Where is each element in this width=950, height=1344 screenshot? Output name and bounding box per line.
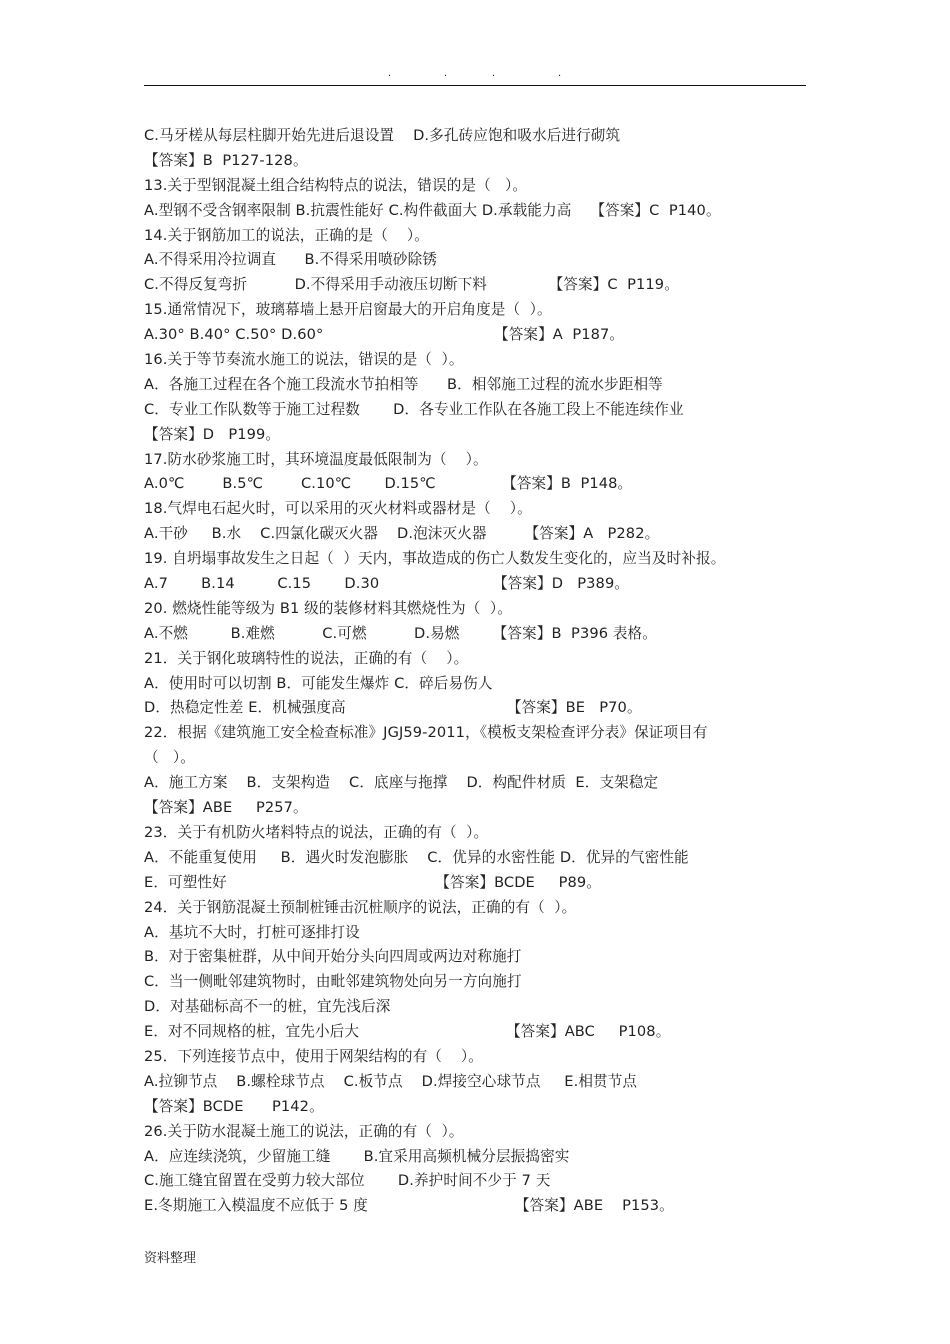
text-line: A．施工方案 B．支架构造 C．底座与拖撑 D．构配件材质 E．支架稳定: [144, 774, 659, 792]
text-line: 25．下列连接节点中，使用于网架结构的有（ ）。: [144, 1047, 483, 1065]
text-line: A.7 B.14 C.15 D.30 【答案】D P389。: [144, 575, 630, 593]
text-line: B．对于密集桩群，从中间开始分头向四周或两边对称施打: [144, 948, 522, 966]
text-line: A．使用时可以切割 B．可能发生爆炸 C．碎后易伤人: [144, 674, 493, 692]
text-line: （ ）。: [144, 749, 195, 767]
text-line: A.不燃 B.难燃 C.可燃 D.易燃 【答案】B P396 表格。: [144, 624, 657, 642]
text-line: E．对不同规格的桩，宜先小后大 【答案】ABC P108。: [144, 1023, 671, 1041]
header-dots: [144, 68, 806, 84]
text-line: 14.关于钢筋加工的说法，正确的是（ ）。: [144, 226, 429, 244]
text-line: 【答案】BCDE P142。: [144, 1097, 324, 1115]
header-rule: [144, 85, 806, 86]
text-line: E.冬期施工入模温度不应低于 5 度 【答案】ABE P153。: [144, 1197, 674, 1215]
text-line: 13.关于型钢混凝土组合结构特点的说法，错误的是（ ）。: [144, 176, 528, 194]
text-line: D．热稳定性差 E．机械强度高 【答案】BE P70。: [144, 699, 642, 717]
text-line: C.马牙槎从每层柱脚开始先进后退设置 D.多孔砖应饱和吸水后进行砌筑: [144, 127, 621, 144]
text-line: 17.防水砂浆施工时，其环境温度最低限制为（ ）。: [144, 450, 488, 468]
text-line: 【答案】D P199。: [144, 425, 281, 443]
text-line: A.干砂 B.水 C.四氯化碳灭火器 D.泡沫灭火器 【答案】A P282。: [144, 525, 660, 543]
text-line: A.拉铆节点 B.螺栓球节点 C.板节点 D.焊接空心球节点 E.相贯节点: [144, 1072, 638, 1090]
text-line: 16.关于等节奏流水施工的说法，错误的是（ ）。: [144, 351, 464, 369]
text-line: A．应连续浇筑，少留施工缝 B.宜采用高频机械分层振捣密实: [144, 1147, 570, 1165]
header-dot: .: [444, 68, 448, 79]
text-line: A．基坑不大时，打桩可逐排打设: [144, 923, 360, 941]
text-line: 20. 燃烧性能等级为 B1 级的装修材料其燃烧性为（ ）。: [144, 599, 512, 617]
text-line: 【答案】ABE P257。: [144, 799, 308, 817]
text-line: A．各施工过程在各个施工段流水节拍相等 B．相邻施工过程的流水步距相等: [144, 375, 663, 393]
text-line: C．当一侧毗邻建筑物时，由毗邻建筑物处向另一方向施打: [144, 973, 522, 991]
text-line: 23．关于有机防火堵料特点的说法，正确的有（ ）。: [144, 823, 489, 841]
text-line: C．专业工作队数等于施工过程数 D．各专业工作队在各施工段上不能连续作业: [144, 400, 684, 418]
text-line: 21．关于钢化玻璃特性的说法，正确的有（ ）。: [144, 649, 469, 667]
text-line: A.不得采用冷拉调直 B.不得采用喷砂除锈: [144, 251, 437, 269]
text-line: A．不能重复使用 B．遇火时发泡膨胀 C．优异的水密性能 D．优异的气密性能: [144, 848, 689, 866]
text-line: D．对基础标高不一的桩，宜先浅后深: [144, 998, 391, 1016]
text-line: E．可塑性好 【答案】BCDE P89。: [144, 873, 601, 891]
text-line: C.施工缝宜留置在受剪力较大部位 D.养护时间不少于 7 天: [144, 1172, 551, 1190]
text-line: 18.气焊电石起火时，可以采用的灭火材料或器材是（ ）。: [144, 500, 532, 518]
text-line: A.型钢不受含钢率限制 B.抗震性能好 C.构件截面大 D.承载能力高 【答案】C P140。: [144, 201, 721, 219]
text-line: 19. 自坍塌事故发生之日起（ ）天内，事故造成的伤亡人数发生变化的，应当及时补报。: [144, 550, 726, 568]
footer-text: 资料整理: [144, 1251, 197, 1266]
text-line: A.30° B.40° C.50° D.60° 【答案】A P187。: [144, 326, 625, 344]
text-line: 15.通常情况下，玻璃幕墙上悬开启窗最大的开启角度是（ ）。: [144, 301, 552, 319]
document-body: [144, 124, 824, 1219]
text-line: A.0℃ B.5℃ C.10℃ D.15℃ 【答案】B P148。: [144, 475, 633, 493]
text-line: C.不得反复弯折 D.不得采用手动液压切断下料 【答案】C P119。: [144, 276, 679, 294]
text-line: 24．关于钢筋混凝土预制桩锤击沉桩顺序的说法，正确的有（ ）。: [144, 898, 577, 916]
text-line: 【答案】B P127-128。: [144, 151, 308, 169]
text-line: 22．根据《建筑施工安全检查标准》JGJ59-2011，《模板支架检查评分表》保证项目有: [144, 724, 708, 742]
header-dot: .: [388, 68, 392, 79]
header-dot: .: [558, 68, 562, 79]
header-dot: .: [492, 68, 496, 79]
text-line: 26.关于防水混凝土施工的说法，正确的有（ ）。: [144, 1122, 464, 1140]
